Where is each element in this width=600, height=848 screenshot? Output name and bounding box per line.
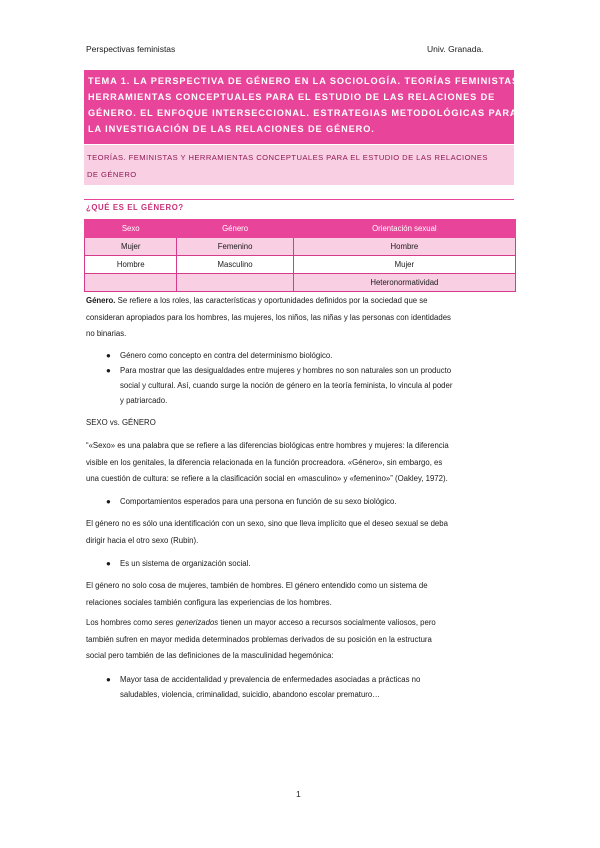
table-cell: Femenino xyxy=(177,238,293,256)
quote-line: “«Sexo» es una palabra que se refiere a las diferencias biológicas entre hombres y mujeres: la diferencia xyxy=(86,441,449,450)
heading-sexo-vs-genero xyxy=(86,415,516,432)
bullet-text: Género como concepto en contra del determinismo biológico. xyxy=(120,351,333,360)
subtitle-box xyxy=(84,145,514,185)
paragraph-text: consideran apropiados para los hombres, las mujeres, los niños, las niñas y las personas con identidades xyxy=(86,312,451,322)
paragraph-text: El género no es sólo una identificación con un sexo, sino que lleva implícito que el deseo sexual se deba xyxy=(86,519,448,528)
header-left: Perspectivas feministas xyxy=(86,44,176,54)
table-cell: Masculino xyxy=(177,256,293,274)
table-header-row xyxy=(85,220,516,238)
title-line: TEMA 1. LA PERSPECTIVA DE GÉNERO EN LA SOCIOLOGÍA. TEORÍAS FEMINISTAS Y xyxy=(88,76,530,86)
bullet-icon: ● xyxy=(106,497,111,506)
bullet-text: Es un sistema de organización social. xyxy=(120,559,251,568)
paragraph-text: social pero también de las definiciones de la masculinidad hegemónica: xyxy=(86,651,334,660)
paragraph-rubin xyxy=(86,516,516,549)
subtitle-line: TEORÍAS. FEMINISTAS Y HERRAMIENTAS CONCEPTUALES PARA EL ESTUDIO DE LAS RELACIONES xyxy=(87,153,488,162)
bullet-icon: ● xyxy=(106,351,111,360)
paragraph-text: dirigir hacia el otro sexo (Rubin). xyxy=(86,535,199,545)
title-line: HERRAMIENTAS CONCEPTUALES PARA EL ESTUDIO DE LAS RELACIONES DE xyxy=(88,92,496,102)
table-row xyxy=(85,274,516,292)
paragraph-text: Se refiere a los roles, las características y oportunidades definidos por la sociedad que se xyxy=(115,296,428,305)
bullet-text: Mayor tasa de accidentalidad y prevalencia de enfermedades asociadas a prácticas no xyxy=(120,675,421,684)
paragraph-text: no binarias. xyxy=(86,329,127,338)
bullet-text: y patriarcado. xyxy=(120,396,168,405)
table-header-cell: Orientación sexual xyxy=(293,220,515,238)
bullet-icon: ● xyxy=(106,366,111,375)
subheading: SEXO vs. GÉNERO xyxy=(86,418,156,427)
table-cell: Mujer xyxy=(293,256,515,274)
table-cell xyxy=(85,274,177,292)
paragraph-seres-generizados xyxy=(86,615,516,665)
page-number: 1 xyxy=(296,789,301,799)
title-line: GÉNERO. EL ENFOQUE INTERSECCIONAL. ESTRATEGIAS METODOLÓGICAS PARA xyxy=(88,108,518,118)
italic-term: seres generizados xyxy=(154,618,219,627)
quote-line: una cuestión de cultura: se refiere a la clasificación social en «masculino» y «femenino»” (Oakley, 1972). xyxy=(86,474,448,483)
section-divider xyxy=(84,199,514,200)
table-row xyxy=(85,238,516,256)
table-cell: Mujer xyxy=(85,238,177,256)
table-cell: Hombre xyxy=(293,238,515,256)
paragraph-text: tienen un mayor acceso a recursos socialmente valiosos, pero xyxy=(218,618,436,627)
paragraph-hombres xyxy=(86,578,516,611)
header-right: Univ. Granada. xyxy=(427,44,484,54)
title-box xyxy=(84,70,530,144)
quote-oakley xyxy=(86,438,516,488)
paragraph-text: Los hombres como xyxy=(86,618,155,627)
table-cell: Heteronormatividad xyxy=(293,274,515,292)
paragraph-text: también sufren en mayor medida determinados problemas derivados de su posición en la estructura xyxy=(86,634,432,644)
gender-table xyxy=(84,219,516,292)
subtitle-line: DE GÉNERO xyxy=(87,170,137,179)
table-header-cell: Sexo xyxy=(85,220,177,238)
title-line: LA INVESTIGACIÓN DE LAS RELACIONES DE GÉNERO. xyxy=(88,124,375,134)
table-cell: Hombre xyxy=(85,256,177,274)
table-header-cell: Género xyxy=(177,220,293,238)
table-row xyxy=(85,256,516,274)
bullet-text: Comportamientos esperados para una persona en función de su sexo biológico. xyxy=(120,497,397,506)
bullet-text: social y cultural. Así, cuando surge la noción de género en la teoría feminista, lo vincula al poder xyxy=(120,381,453,390)
table-cell xyxy=(177,274,293,292)
quote-line: visible en los genitales, la diferencia relacionada en la función procreadora. «Género», sin embargo, es xyxy=(86,457,443,467)
paragraph-text: relaciones sociales también configura las experiencias de los hombres. xyxy=(86,597,332,607)
bullet-icon: ● xyxy=(106,675,111,684)
bullet-icon: ● xyxy=(106,559,111,568)
bullet-text: Para mostrar que las desigualdades entre mujeres y hombres no son naturales son un producto xyxy=(120,366,452,375)
bullet-text: saludables, violencia, criminalidad, suicidio, abandono escolar prematuro… xyxy=(120,690,381,699)
paragraph-genero-definition xyxy=(86,293,516,343)
paragraph-text: El género no solo cosa de mujeres, también de hombres. El género entendido como un sistema de xyxy=(86,581,428,590)
term-genero: Género. xyxy=(86,296,116,305)
section-title: ¿QUÉ ES EL GÉNERO? xyxy=(86,203,184,212)
